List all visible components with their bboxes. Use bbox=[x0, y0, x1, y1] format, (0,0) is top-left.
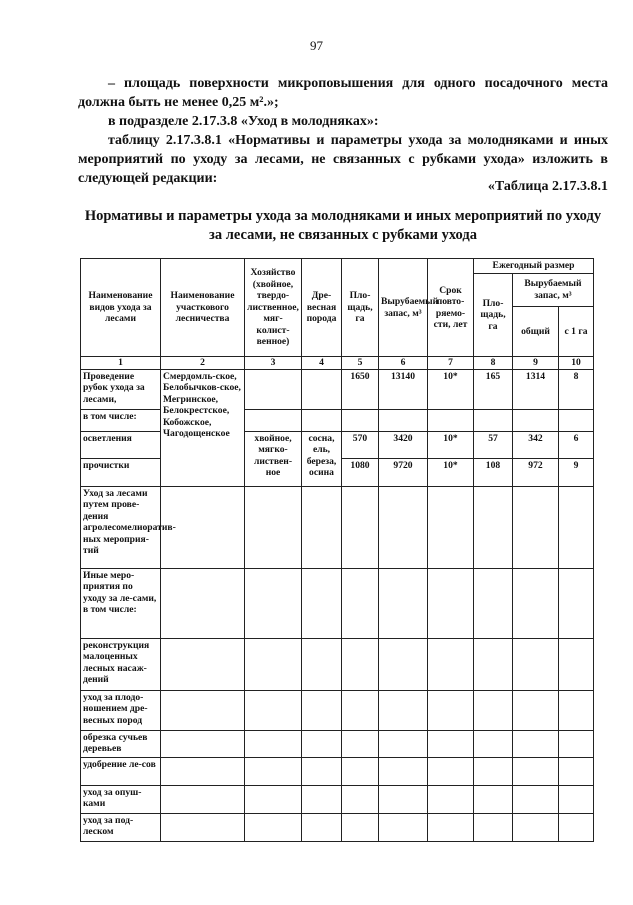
care-type-cell: уход за плодо-ношением дре-весных пород bbox=[81, 690, 161, 730]
empty-cell bbox=[302, 785, 342, 813]
empty-cell bbox=[428, 690, 474, 730]
header-species: Дре-весная порода bbox=[302, 259, 342, 357]
empty-cell bbox=[513, 690, 559, 730]
header-volume: Вырубаемый запас, м³ bbox=[379, 259, 428, 357]
empty-cell bbox=[428, 785, 474, 813]
empty-cell bbox=[513, 568, 559, 638]
empty-cell bbox=[342, 486, 379, 568]
empty-cell bbox=[379, 813, 428, 841]
annual-total-cell: 972 bbox=[513, 458, 559, 486]
empty-cell bbox=[342, 785, 379, 813]
col-number: 7 bbox=[428, 357, 474, 370]
care-type-cell: прочистки bbox=[81, 458, 161, 486]
farm-cell bbox=[245, 409, 302, 431]
volume-cell: 13140 bbox=[379, 369, 428, 409]
empty-cell bbox=[161, 785, 245, 813]
empty-cell bbox=[474, 486, 513, 568]
farm-cell bbox=[245, 369, 302, 409]
area-cell bbox=[342, 409, 379, 431]
period-cell: 10* bbox=[428, 458, 474, 486]
col-number: 4 bbox=[302, 357, 342, 370]
care-type-cell: реконструкция малоценных лесных насаж-дений bbox=[81, 638, 161, 690]
empty-cell bbox=[379, 757, 428, 785]
empty-cell bbox=[474, 813, 513, 841]
empty-cell bbox=[559, 568, 594, 638]
empty-cell bbox=[513, 638, 559, 690]
empty-cell bbox=[379, 486, 428, 568]
paragraph-microelevation: – площадь поверхности микроповышения для одного посадочного места должна быть не менее 0,25 м².»; bbox=[78, 76, 608, 110]
farm-cell: хвойное, мягко-листвен-ное bbox=[245, 431, 302, 486]
header-forestry: Наименование участкового лесничества bbox=[161, 259, 245, 357]
empty-cell bbox=[245, 785, 302, 813]
empty-cell bbox=[161, 568, 245, 638]
annual-total-cell bbox=[513, 409, 559, 431]
species-cell bbox=[302, 409, 342, 431]
empty-cell bbox=[161, 730, 245, 757]
empty-cell bbox=[245, 486, 302, 568]
page-number: 97 bbox=[310, 38, 323, 53]
empty-cell bbox=[474, 690, 513, 730]
empty-cell bbox=[379, 730, 428, 757]
care-type-cell: уход за опуш-ками bbox=[81, 785, 161, 813]
empty-cell bbox=[559, 757, 594, 785]
empty-cell bbox=[379, 568, 428, 638]
annual-area-cell: 108 bbox=[474, 458, 513, 486]
empty-cell bbox=[302, 813, 342, 841]
annual-total-cell: 1314 bbox=[513, 369, 559, 409]
empty-cell bbox=[245, 757, 302, 785]
empty-cell bbox=[559, 785, 594, 813]
col-number: 6 bbox=[379, 357, 428, 370]
empty-cell bbox=[559, 730, 594, 757]
care-type-cell: Уход за лесами путем прове-дения агролесомелиоратив-ных мероприя-тий bbox=[81, 486, 161, 568]
empty-cell bbox=[513, 813, 559, 841]
empty-cell bbox=[474, 568, 513, 638]
col-number: 3 bbox=[245, 357, 302, 370]
species-cell bbox=[302, 369, 342, 409]
header-annual-volume-per-ha: с 1 га bbox=[559, 307, 594, 357]
annual-total-cell: 342 bbox=[513, 431, 559, 458]
header-farm-type: Хозяйство (хвойное, твердо-лиственное, мяг-колист-венное) bbox=[245, 259, 302, 357]
empty-cell bbox=[245, 730, 302, 757]
empty-cell bbox=[559, 638, 594, 690]
empty-cell bbox=[513, 785, 559, 813]
table-title: Нормативы и параметры ухода за молодняками и иных мероприятий по уходу за лесами, не связанных с рубками ухода bbox=[84, 208, 602, 243]
empty-cell bbox=[474, 638, 513, 690]
empty-cell bbox=[428, 757, 474, 785]
header-care-type: Наименование видов ухода за лесами bbox=[81, 259, 161, 357]
empty-cell bbox=[559, 690, 594, 730]
care-type-cell: Проведение рубок ухода за лесами, bbox=[81, 369, 161, 409]
empty-cell bbox=[161, 638, 245, 690]
annual-area-cell: 165 bbox=[474, 369, 513, 409]
empty-cell bbox=[428, 568, 474, 638]
empty-cell bbox=[342, 690, 379, 730]
volume-cell: 9720 bbox=[379, 458, 428, 486]
area-cell: 570 bbox=[342, 431, 379, 458]
period-cell: 10* bbox=[428, 431, 474, 458]
care-type-cell: уход за под-леском bbox=[81, 813, 161, 841]
col-number: 2 bbox=[161, 357, 245, 370]
care-type-cell: осветления bbox=[81, 431, 161, 458]
forestry-list-cell: Смердомль-ское, Белобычков-ское, Мегринское, Белокрестское, Кобожское, Чагодощенское bbox=[161, 369, 245, 486]
volume-cell: 3420 bbox=[379, 431, 428, 458]
empty-cell bbox=[428, 486, 474, 568]
empty-cell bbox=[245, 690, 302, 730]
empty-cell bbox=[428, 730, 474, 757]
header-annual-area: Пло-щадь, га bbox=[474, 273, 513, 357]
period-cell bbox=[428, 409, 474, 431]
col-number: 9 bbox=[513, 357, 559, 370]
empty-cell bbox=[379, 690, 428, 730]
empty-cell bbox=[161, 690, 245, 730]
col-number: 10 bbox=[559, 357, 594, 370]
empty-cell bbox=[428, 813, 474, 841]
empty-cell bbox=[302, 757, 342, 785]
empty-cell bbox=[161, 813, 245, 841]
col-number: 1 bbox=[81, 357, 161, 370]
species-cell: сосна, ель, береза, осина bbox=[302, 431, 342, 486]
empty-cell bbox=[302, 730, 342, 757]
empty-cell bbox=[245, 813, 302, 841]
empty-cell bbox=[302, 638, 342, 690]
area-cell: 1650 bbox=[342, 369, 379, 409]
paragraph-subsection: в подразделе 2.17.3.8 «Уход в молодняках»: bbox=[108, 114, 379, 129]
empty-cell bbox=[302, 568, 342, 638]
table-caption-number: «Таблица 2.17.3.8.1 bbox=[487, 179, 608, 194]
empty-cell bbox=[342, 638, 379, 690]
empty-cell bbox=[559, 486, 594, 568]
empty-cell bbox=[474, 785, 513, 813]
empty-cell bbox=[513, 486, 559, 568]
empty-cell bbox=[379, 638, 428, 690]
header-annual-volume-total: общий bbox=[513, 307, 559, 357]
annual-per-ha-cell: 8 bbox=[559, 369, 594, 409]
empty-cell bbox=[342, 568, 379, 638]
empty-cell bbox=[342, 813, 379, 841]
annual-area-cell bbox=[474, 409, 513, 431]
annual-per-ha-cell: 6 bbox=[559, 431, 594, 458]
header-annual-volume: Вырубаемый запас, м³ bbox=[513, 273, 594, 307]
care-type-cell: в том числе: bbox=[81, 409, 161, 431]
header-annual: Ежегодный размер bbox=[474, 259, 594, 274]
care-type-cell: Иные меро-приятия по уходу за ле-сами, в том числе: bbox=[81, 568, 161, 638]
annual-per-ha-cell: 9 bbox=[559, 458, 594, 486]
norms-table bbox=[80, 258, 594, 842]
empty-cell bbox=[302, 690, 342, 730]
annual-per-ha-cell bbox=[559, 409, 594, 431]
empty-cell bbox=[513, 757, 559, 785]
paragraph-table-instruction: таблицу 2.17.3.8.1 «Нормативы и параметры ухода за молодняками и иных мероприятий по уходу за лесами, не связанных с рубками ухода» изложить в следующей редакции: bbox=[78, 133, 608, 186]
col-number: 5 bbox=[342, 357, 379, 370]
empty-cell bbox=[161, 757, 245, 785]
empty-cell bbox=[559, 813, 594, 841]
empty-cell bbox=[342, 730, 379, 757]
empty-cell bbox=[513, 730, 559, 757]
empty-cell bbox=[245, 638, 302, 690]
care-type-cell: удобрение ле-сов bbox=[81, 757, 161, 785]
volume-cell bbox=[379, 409, 428, 431]
care-type-cell: обрезка сучьев деревьев bbox=[81, 730, 161, 757]
annual-area-cell: 57 bbox=[474, 431, 513, 458]
empty-cell bbox=[342, 757, 379, 785]
col-number: 8 bbox=[474, 357, 513, 370]
header-period: Срок повто-ряемо-сти, лет bbox=[428, 259, 474, 357]
empty-cell bbox=[428, 638, 474, 690]
empty-cell bbox=[379, 785, 428, 813]
header-area: Пло-щадь, га bbox=[342, 259, 379, 357]
empty-cell bbox=[245, 568, 302, 638]
area-cell: 1080 bbox=[342, 458, 379, 486]
period-cell: 10* bbox=[428, 369, 474, 409]
empty-cell bbox=[302, 486, 342, 568]
empty-cell bbox=[474, 757, 513, 785]
empty-cell bbox=[474, 730, 513, 757]
